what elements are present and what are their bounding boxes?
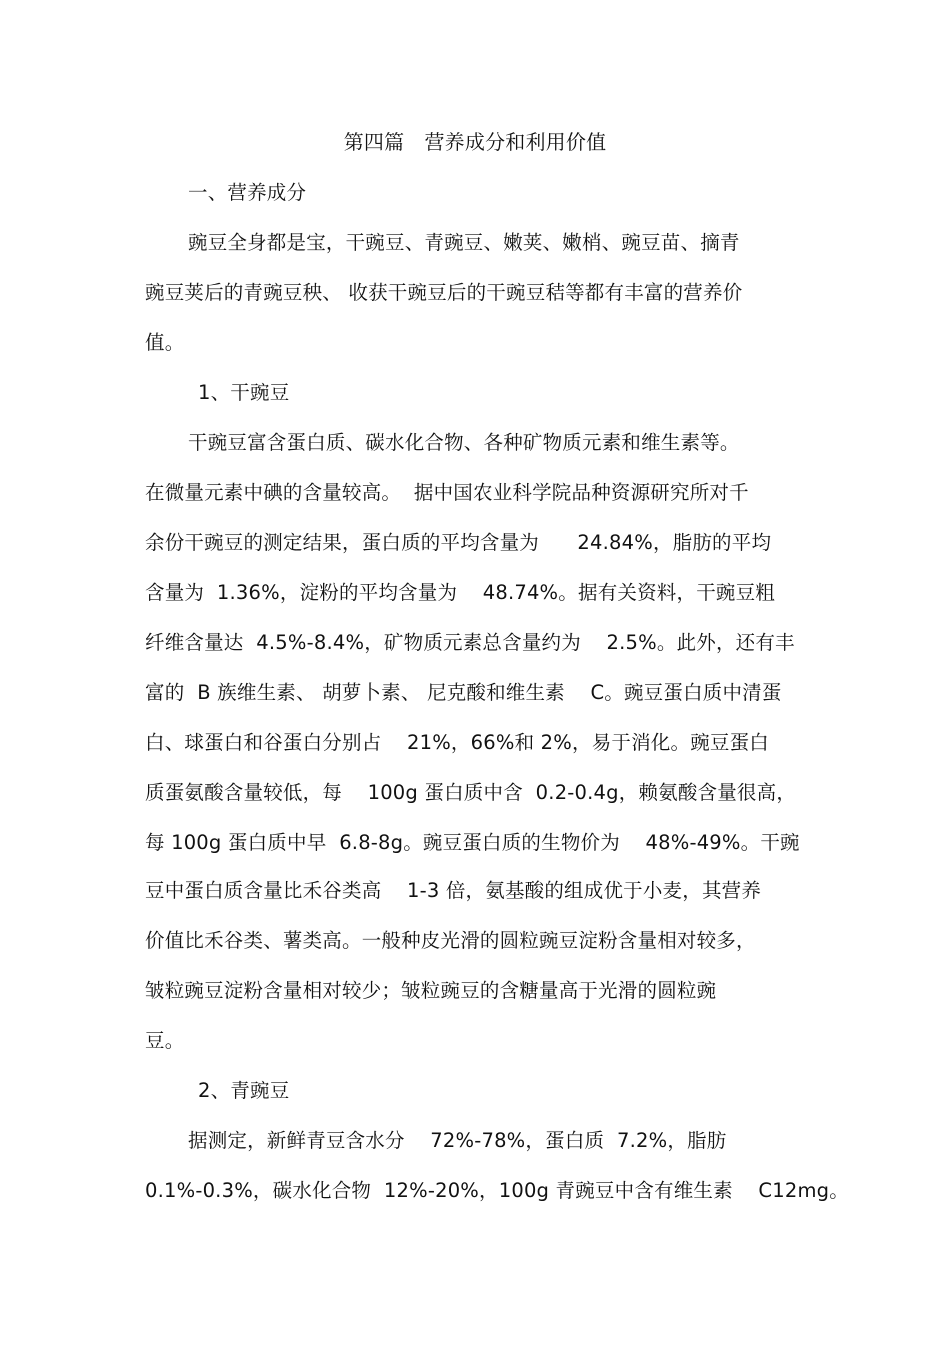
- section-heading-nutrition: 一、营养成分: [188, 181, 307, 204]
- subsection-heading-dry-pea: 1、干豌豆: [198, 381, 290, 404]
- green-pea-line: 0.1%-0.3%，碳水化合物 12%-20%，100g 青豌豆中含有维生素 C12mg。: [145, 1179, 849, 1202]
- dry-pea-line: 每 100g 蛋白质中早 6.8-8g。豌豆蛋白质的生物价为 48%-49%。干豌: [145, 831, 800, 854]
- intro-line: 豌豆荚后的青豌豆秧、 收获干豌豆后的干豌豆秸等都有丰富的营养价: [145, 281, 743, 304]
- dry-pea-line: 白、球蛋白和谷蛋白分别占 21%，66%和 2%，易于消化。豌豆蛋白: [145, 731, 770, 754]
- dry-pea-line: 余份干豌豆的测定结果，蛋白质的平均含量为 24.84%，脂肪的平均: [145, 531, 772, 554]
- dry-pea-line: 豆中蛋白质含量比禾谷类高 1-3 倍，氨基酸的组成优于小麦，其营养: [145, 879, 762, 902]
- dry-pea-line: 皱粒豌豆淀粉含量相对较少；皱粒豌豆的含糖量高于光滑的圆粒豌: [145, 979, 717, 1002]
- dry-pea-line: 纤维含量达 4.5%-8.4%，矿物质元素总含量约为 2.5%。此外，还有丰: [145, 631, 795, 654]
- dry-pea-line: 在微量元素中碘的含量较高。 据中国农业科学院品种资源研究所对千: [145, 481, 749, 504]
- dry-pea-line: 价值比禾谷类、薯类高。一般种皮光滑的圆粒豌豆淀粉含量相对较多，: [145, 929, 756, 952]
- intro-line: 豌豆全身都是宝，干豌豆、青豌豆、嫩荚、嫩梢、豌豆苗、摘青: [188, 231, 740, 254]
- dry-pea-line: 含量为 1.36%，淀粉的平均含量为 48.74%。据有关资料，干豌豆粗: [145, 581, 775, 604]
- dry-pea-line: 干豌豆富含蛋白质、碳水化合物、各种矿物质元素和维生素等。: [188, 431, 740, 454]
- dry-pea-line: 豆。: [145, 1029, 185, 1052]
- intro-line: 值。: [145, 331, 185, 354]
- subsection-heading-green-pea: 2、青豌豆: [198, 1079, 290, 1102]
- page-title: 第四篇 营养成分和利用价值: [343, 130, 607, 154]
- dry-pea-line: 富的 B 族维生素、 胡萝卜素、 尼克酸和维生素 C。豌豆蛋白质中清蛋: [145, 681, 782, 704]
- green-pea-line: 据测定，新鲜青豆含水分 72%-78%，蛋白质 7.2%，脂肪: [188, 1129, 727, 1152]
- dry-pea-line: 质蛋氨酸含量较低，每 100g 蛋白质中含 0.2-0.4g，赖氨酸含量很高，: [145, 781, 797, 804]
